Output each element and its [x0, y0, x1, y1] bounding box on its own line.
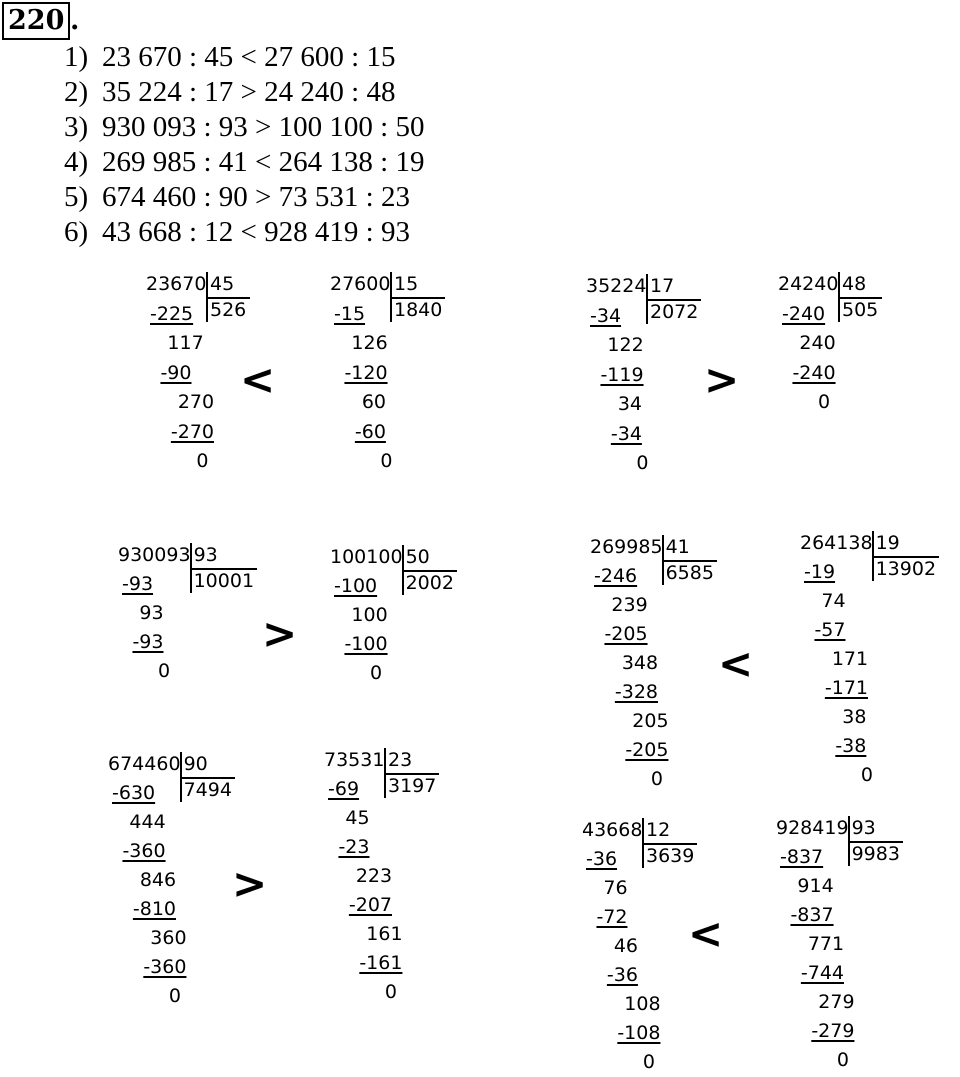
- subtrahend: -57: [814, 619, 846, 641]
- quotient: 9983: [851, 843, 900, 865]
- divisor: 90: [183, 753, 208, 775]
- dividend: 930093: [118, 544, 191, 566]
- remainder: 100: [351, 604, 388, 626]
- subtrahend: -119: [600, 363, 644, 386]
- divisor: 93: [851, 817, 876, 839]
- divisor: 15: [394, 273, 419, 295]
- line-index: 6): [64, 216, 89, 248]
- subtrahend: -19: [804, 561, 836, 583]
- subtrahend: -100: [334, 575, 378, 597]
- subtrahend: -69: [328, 778, 360, 800]
- comparison-list: [64, 40, 424, 250]
- comparison-line: [64, 40, 424, 75]
- quotient: 10001: [193, 570, 255, 592]
- comparison-line: [64, 145, 424, 180]
- line-text: 43 668 : 12 < 928 419 : 93: [102, 216, 410, 248]
- remainder: 0: [380, 450, 393, 472]
- subtrahend: -225: [150, 302, 194, 325]
- subtrahend: -360: [143, 956, 187, 978]
- divisor: 17: [650, 275, 675, 297]
- task-number-dot: .: [70, 5, 80, 36]
- dividend: 269985: [590, 536, 663, 558]
- remainder: 223: [355, 865, 393, 887]
- remainder: 45: [345, 807, 370, 829]
- dividend: 35224: [586, 275, 647, 297]
- comparison-line: [64, 75, 424, 110]
- subtrahend: -38: [835, 735, 867, 757]
- remainder: 74: [821, 590, 846, 612]
- divisor: 19: [875, 532, 900, 554]
- subtrahend: -93: [132, 631, 164, 653]
- subtrahend: -161: [359, 952, 403, 974]
- subtrahend: -207: [348, 894, 392, 916]
- remainder: 348: [621, 652, 659, 674]
- remainder: 171: [831, 648, 869, 670]
- line-index: 5): [64, 181, 89, 213]
- subtrahend: -15: [334, 302, 366, 325]
- remainder: 46: [613, 935, 639, 957]
- dividend: 27600: [330, 273, 391, 295]
- divisor: 50: [405, 546, 430, 568]
- line-index: 2): [64, 76, 89, 108]
- subtrahend: -360: [122, 840, 166, 862]
- remainder: 38: [842, 706, 867, 728]
- subtrahend: -72: [596, 906, 628, 928]
- remainder: 240: [799, 332, 836, 354]
- line-text: 269 985 : 41 < 264 138 : 19: [102, 146, 425, 178]
- remainder: 93: [139, 602, 164, 624]
- line-index: 3): [64, 111, 89, 143]
- comparison-sign: <: [718, 639, 754, 688]
- comparison-sign: >: [262, 609, 298, 658]
- divisor: 48: [842, 273, 867, 295]
- subtrahend: -36: [606, 964, 638, 986]
- subtrahend: -205: [604, 623, 648, 645]
- dividend: 264138: [800, 532, 873, 554]
- subtrahend: -205: [625, 739, 669, 761]
- remainder: 76: [603, 877, 628, 899]
- remainder: 0: [369, 662, 383, 684]
- dividend: 43668: [582, 819, 643, 841]
- remainder: 771: [807, 933, 845, 955]
- subtrahend: -60: [354, 420, 386, 443]
- remainder: 0: [650, 768, 663, 790]
- subtrahend: -171: [824, 677, 868, 699]
- comparison-sign: <: [240, 355, 276, 404]
- quotient: 505: [842, 299, 879, 321]
- divisor: 12: [646, 819, 671, 841]
- line-index: 4): [64, 146, 89, 178]
- line-text: 23 670 : 45 < 27 600 : 15: [102, 41, 396, 73]
- subtrahend: -630: [112, 782, 156, 804]
- subtrahend: -279: [811, 1020, 855, 1042]
- subtrahend: -837: [790, 904, 834, 926]
- divisor: 45: [210, 273, 235, 295]
- subtrahend: -328: [614, 681, 658, 703]
- quotient: 1840: [394, 299, 443, 321]
- subtrahend: -23: [338, 836, 370, 858]
- remainder: 360: [150, 927, 187, 949]
- remainder: 117: [167, 332, 204, 354]
- dividend: 674460: [108, 753, 181, 775]
- subtrahend: -810: [132, 898, 176, 920]
- remainder: 444: [129, 811, 166, 833]
- subtrahend: -240: [792, 361, 836, 384]
- remainder: 122: [607, 334, 644, 356]
- comparison-line: [64, 110, 424, 145]
- remainder: 0: [836, 1049, 849, 1071]
- line-text: 930 093 : 93 > 100 100 : 50: [102, 111, 425, 143]
- comparison-line: [64, 215, 424, 250]
- remainder: 205: [632, 710, 669, 732]
- subtrahend: -246: [594, 565, 638, 587]
- dividend: 100100: [330, 546, 403, 568]
- divisor: 41: [665, 536, 690, 558]
- dividend: 23670: [146, 273, 207, 295]
- dividend: 24240: [778, 273, 839, 295]
- dividend: 73531: [324, 749, 385, 771]
- subtrahend: -120: [344, 361, 388, 384]
- line-text: 35 224 : 17 > 24 240 : 48: [102, 76, 396, 108]
- remainder: 0: [196, 450, 209, 472]
- remainder: 0: [642, 1051, 655, 1073]
- comparison-line: [64, 180, 424, 215]
- quotient: 2002: [405, 572, 454, 594]
- remainder: 279: [818, 991, 855, 1013]
- remainder: 0: [384, 981, 397, 1003]
- remainder: 914: [797, 875, 834, 897]
- subtrahend: -100: [344, 633, 388, 655]
- line-text: 674 460 : 90 > 73 531 : 23: [102, 181, 410, 213]
- comparison-sign: >: [232, 859, 268, 908]
- remainder: 0: [636, 452, 649, 474]
- comparison-sign: >: [704, 355, 740, 404]
- subtrahend: -744: [800, 962, 844, 984]
- remainder: 239: [611, 594, 648, 616]
- subtrahend: -240: [782, 302, 826, 325]
- subtrahend: -90: [160, 361, 192, 384]
- remainder: 60: [361, 391, 387, 413]
- divisor: 93: [193, 544, 218, 566]
- subtrahend: -93: [122, 573, 154, 595]
- quotient: 6585: [665, 562, 714, 584]
- subtrahend: -270: [170, 420, 214, 443]
- quotient: 526: [210, 299, 247, 321]
- remainder: 126: [351, 332, 388, 354]
- quotient: 2072: [650, 301, 699, 323]
- remainder: 161: [366, 923, 403, 945]
- comparison-sign: <: [688, 909, 724, 958]
- quotient: 3639: [646, 845, 695, 867]
- remainder: 0: [860, 764, 873, 786]
- subtrahend: -108: [617, 1022, 661, 1044]
- line-index: 1): [64, 41, 89, 73]
- subtrahend: -36: [586, 848, 618, 870]
- subtrahend: -34: [590, 304, 622, 327]
- quotient: 3197: [388, 775, 437, 797]
- quotient: 7494: [183, 779, 232, 801]
- task-number: 220: [2, 2, 70, 40]
- remainder: 34: [617, 393, 643, 415]
- remainder: 108: [624, 993, 661, 1015]
- dividend: 928419: [776, 817, 849, 839]
- quotient: 13902: [875, 558, 937, 580]
- divisor: 23: [388, 749, 413, 771]
- subtrahend: -34: [610, 422, 642, 445]
- remainder: 270: [177, 391, 215, 413]
- remainder: 0: [168, 985, 181, 1007]
- subtrahend: -837: [780, 846, 824, 868]
- remainder: 0: [817, 391, 831, 413]
- remainder: 846: [139, 869, 177, 891]
- remainder: 0: [157, 660, 171, 682]
